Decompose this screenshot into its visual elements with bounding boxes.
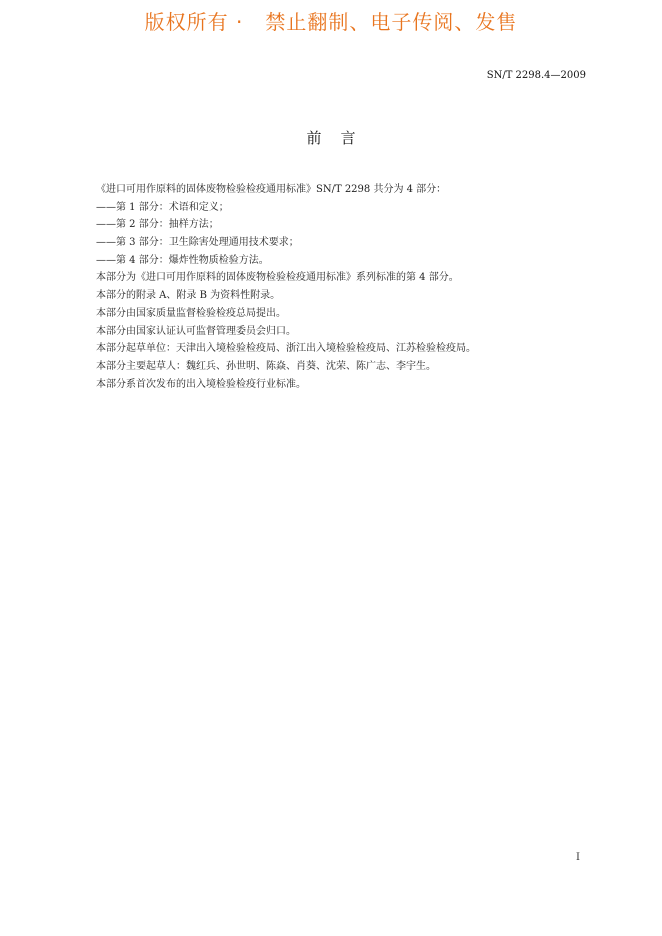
foreword-body xyxy=(96,181,576,393)
page-number: I xyxy=(576,852,580,863)
foreword-line: ——第 3 部分：卫生除害处理通用技术要求； xyxy=(96,237,299,249)
foreword-line: ——第 2 部分：抽样方法； xyxy=(96,219,219,231)
standard-code: SN/T 2298.4—2009 xyxy=(486,70,586,81)
copyright-banner: 版权所有 · 禁止翻制、电子传阅、发售 xyxy=(144,10,518,34)
foreword-line: 本部分由国家质量监督检验检疫总局提出。 xyxy=(96,307,286,319)
foreword-line: 本部分为《进口可用作原料的固体废物检验检疫通用标准》系列标准的第 4 部分。 xyxy=(96,272,459,284)
foreword-line: ——第 4 部分：爆炸性物质检验方法。 xyxy=(96,254,269,266)
foreword-line: ——第 1 部分：术语和定义； xyxy=(96,201,229,213)
section-title: 前 言 xyxy=(306,129,356,147)
foreword-line: 本部分的附录 A、附录 B 为资料性附录。 xyxy=(96,290,281,302)
foreword-line: 《进口可用作原料的固体废物检验检疫通用标准》SN/T 2298 共分为 4 部分： xyxy=(96,184,447,195)
foreword-line: 本部分主要起草人：魏红兵、孙世明、陈焱、肖葵、沈荣、陈广志、李宇生。 xyxy=(96,360,436,372)
foreword-line: 本部分系首次发布的出入境检验检疫行业标准。 xyxy=(96,378,306,390)
foreword-line: 本部分起草单位：天津出入境检验检疫局、浙江出入境检验检疫局、江苏检验检疫局。 xyxy=(96,343,476,355)
foreword-line: 本部分由国家认证认可监督管理委员会归口。 xyxy=(96,325,296,337)
